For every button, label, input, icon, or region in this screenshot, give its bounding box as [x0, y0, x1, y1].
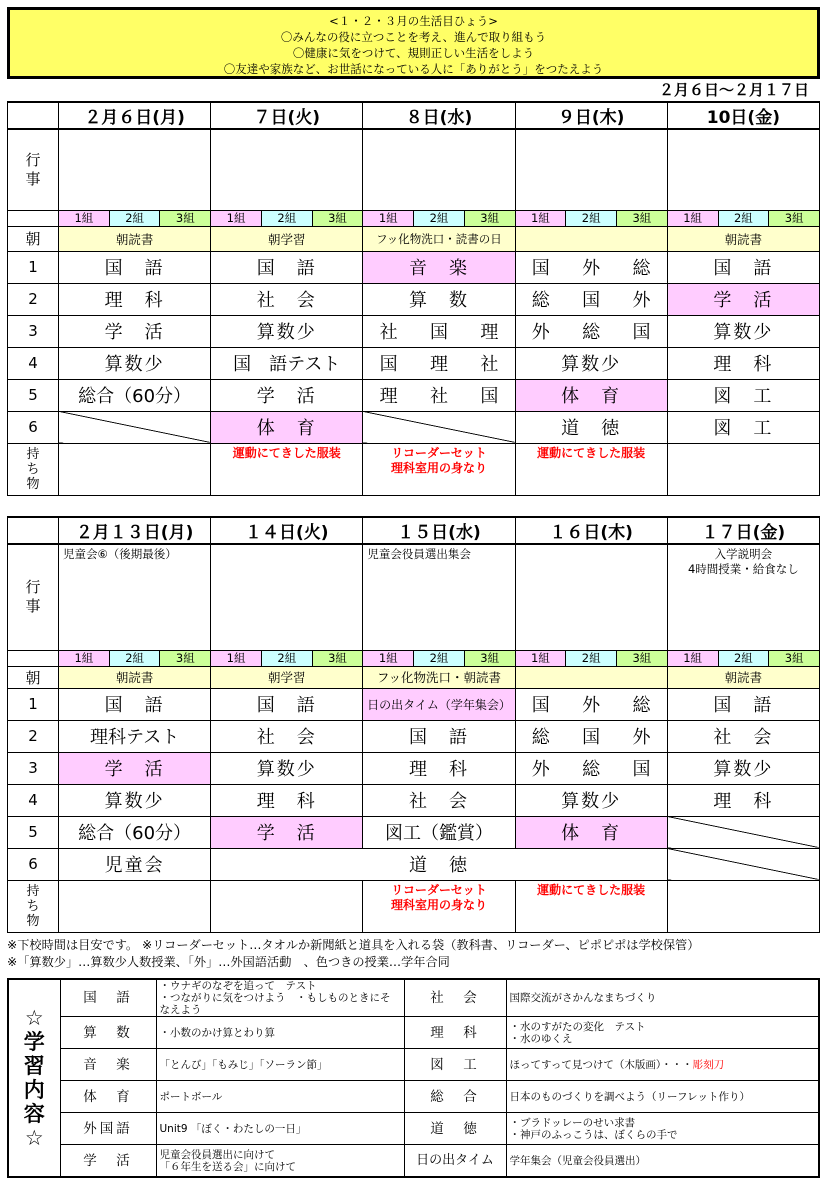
class-cell: 学 活 [59, 752, 211, 784]
class-cell: 理 科 [59, 283, 211, 315]
morning-cell [515, 226, 667, 251]
day-header: １５日(水) [363, 517, 515, 544]
event-cell [211, 129, 363, 210]
class-labels: 1組 2組 3組 [668, 651, 819, 666]
subject-name: 算 数 [60, 1017, 156, 1049]
class-cell: 体 育 [211, 411, 363, 443]
period-label: 4 [8, 347, 59, 379]
class-cell: 社 会 [363, 784, 515, 816]
class-cell: 道 徳 [515, 411, 667, 443]
class-cell: 国 語 [667, 251, 819, 283]
subject-name: 総 合 [404, 1081, 506, 1113]
event-cell [363, 129, 515, 210]
items-cell: リコーダーセット 理科室用の身なり [363, 880, 515, 932]
morning-cell: 朝学習 [211, 226, 363, 251]
subject-content: 国際交流がさかんなまちづくり [506, 979, 819, 1017]
subject-content: 日本のものづくりを調べよう（リーフレット作り） [506, 1081, 819, 1113]
class-labels: 1組 2組 3組 [516, 651, 667, 666]
items-cell: リコーダーセット 理科室用の身なり [363, 443, 515, 495]
subject-content: 児童会役員選出に向けて 「６年生を送る会」に向けて [156, 1145, 404, 1178]
class-labels: 1組 2組 3組 [211, 211, 362, 226]
morning-cell [515, 666, 667, 688]
subject-content: 「とんび」「もみじ」「ソーラン節」 [156, 1049, 404, 1081]
period-label: 2 [8, 720, 59, 752]
date-range: ２月６日～２月１７日 [658, 81, 809, 99]
class-cell-split: 理 社 国 [363, 379, 515, 411]
event-cell [515, 129, 667, 210]
event-cell: 児童会⑥（後期最後） [59, 544, 211, 650]
goal-line: 〇健康に気をつけて、規則正しい生活をしよう [292, 46, 535, 60]
class-cell: 図 工 [667, 379, 819, 411]
class-labels: 1組 2組 3組 [363, 651, 514, 666]
items-cell [211, 880, 363, 932]
class-cell: 社 会 [667, 720, 819, 752]
note-line: ※「算数少」…算数少人数授業、「外」…外国語活動 、色つきの授業…学年合同 [7, 955, 450, 969]
class-cell: 国 語 [363, 720, 515, 752]
class-cell: 体 育 [515, 379, 667, 411]
class-cell-split: 総 国 外 [515, 720, 667, 752]
event-label: 行 事 [8, 544, 59, 650]
event-cell [59, 129, 211, 210]
class-cell: 児童会 [59, 848, 211, 880]
period-label: 3 [8, 752, 59, 784]
week1-timetable [7, 101, 820, 496]
no-class-cell [667, 848, 819, 880]
morning-label: 朝 [8, 666, 59, 688]
day-header: ２月１３日(月) [59, 517, 211, 544]
class-cell: 総合（60分） [59, 379, 211, 411]
class-cell: 国 語 [211, 688, 363, 720]
class-labels: 1組 2組 3組 [59, 651, 210, 666]
subject-name: 理 科 [404, 1017, 506, 1049]
goals-title: <１・２・３月の生活目ひょう> [329, 14, 498, 28]
class-cell: 算 数 [363, 283, 515, 315]
items-cell [667, 443, 819, 495]
no-class-cell [363, 411, 515, 443]
subject-name: 体 育 [60, 1081, 156, 1113]
class-cell: 総合（60分） [59, 816, 211, 848]
day-header: ８日(水) [363, 102, 515, 129]
class-cell: 理 科 [667, 347, 819, 379]
subject-content: ほってすって見つけて（木版画）・・・彫刻刀 [506, 1049, 819, 1081]
period-label: 2 [8, 283, 59, 315]
subject-name: 音 楽 [60, 1049, 156, 1081]
class-cell-split: 国 外 総 [515, 251, 667, 283]
event-cell [667, 129, 819, 210]
class-cell: 理 科 [667, 784, 819, 816]
period-label: 1 [8, 251, 59, 283]
class-cell: 理 科 [363, 752, 515, 784]
class-cell-split: 国 外 総 [515, 688, 667, 720]
class-cell: 学 活 [667, 283, 819, 315]
class-cell: 算数少 [59, 784, 211, 816]
class-cell-split: 国 理 社 [363, 347, 515, 379]
day-header: ２月６日(月) [59, 102, 211, 129]
subject-name: 社 会 [404, 979, 506, 1017]
study-content-table [7, 978, 820, 1178]
subject-name: 図 工 [404, 1049, 506, 1081]
event-cell [211, 544, 363, 650]
class-cell: 算数少 [667, 752, 819, 784]
goal-line: 〇みんなの役に立つことを考え、進んで取り組もう [280, 30, 547, 44]
items-cell: 運動にてきした服装 [515, 443, 667, 495]
items-cell [59, 880, 211, 932]
subject-content: ・ウナギのなぞを追って テスト ・つながりに気をつけよう ・もしものときにそなえよう [156, 979, 404, 1017]
class-cell: 算数少 [667, 315, 819, 347]
class-cell: 道 徳 [211, 848, 668, 880]
period-label: 1 [8, 688, 59, 720]
period-label: 5 [8, 379, 59, 411]
class-cell: 算数少 [211, 315, 363, 347]
period-label: 6 [8, 848, 59, 880]
class-cell: 社 会 [211, 283, 363, 315]
class-cell: 国 語 [59, 251, 211, 283]
items-label: 持 ち 物 [8, 443, 59, 495]
day-header: ７日(火) [211, 102, 363, 129]
life-goals-box [7, 7, 820, 79]
no-class-cell [59, 411, 211, 443]
class-cell: 国 語テスト [211, 347, 363, 379]
subject-name: 国 語 [60, 979, 156, 1017]
class-cell: 学 活 [59, 315, 211, 347]
morning-cell: 朝読書 [59, 226, 211, 251]
morning-cell: 朝読書 [667, 226, 819, 251]
red-note: 彫刻刀 [692, 1058, 725, 1071]
class-cell: 図 工 [667, 411, 819, 443]
day-header: １６日(木) [515, 517, 667, 544]
period-label: 6 [8, 411, 59, 443]
period-label: 5 [8, 816, 59, 848]
subject-name: 外国語 [60, 1113, 156, 1145]
class-row [8, 650, 820, 666]
class-row [8, 210, 820, 226]
morning-cell: フッ化物洗口・朝読書 [363, 666, 515, 688]
day-header: １７日(金) [667, 517, 819, 544]
class-cell-split: 外 総 国 [515, 315, 667, 347]
items-label: 持 ち 物 [8, 880, 59, 932]
class-cell: 音 楽 [363, 251, 515, 283]
morning-cell: フッ化物洗口・読書の日 [363, 226, 515, 251]
note-line: ※下校時間は目安です。 ※リコーダーセット…タオルか新聞紙と道具を入れる袋（教科書、リコーダー、ピポピポは学校保管） [7, 938, 700, 952]
notes [7, 937, 699, 971]
class-cell: 算数少 [59, 347, 211, 379]
day-header: 10日(金) [667, 102, 819, 129]
class-cell: 算数少 [515, 347, 667, 379]
items-cell: 運動にてきした服装 [515, 880, 667, 932]
class-cell: 国 語 [59, 688, 211, 720]
subject-content: ・小数のかけ算とわり算 [156, 1017, 404, 1049]
class-cell: 算数少 [515, 784, 667, 816]
morning-cell: 朝読書 [667, 666, 819, 688]
class-cell: 理 科 [211, 784, 363, 816]
class-cell: 日の出タイム（学年集会） [363, 688, 515, 720]
class-cell: 社 会 [211, 720, 363, 752]
class-cell-split: 社 国 理 [363, 315, 515, 347]
subject-content: 学年集会（児童会役員選出） [506, 1145, 819, 1178]
subject-name: 学 活 [60, 1145, 156, 1178]
subject-name: 日の出タイム [404, 1145, 506, 1178]
event-cell: 入学説明会 4時間授業・給食なし [667, 544, 819, 650]
class-labels: 1組 2組 3組 [363, 211, 514, 226]
subject-content: ・ブラドッレーのせい求書 ・神戸のふっこうは、ぼくらの手で [506, 1113, 819, 1145]
class-cell: 学 活 [211, 379, 363, 411]
morning-label: 朝 [8, 226, 59, 251]
items-cell [59, 443, 211, 495]
class-labels: 1組 2組 3組 [516, 211, 667, 226]
event-cell [515, 544, 667, 650]
subject-name: 道 徳 [404, 1113, 506, 1145]
class-labels: 1組 2組 3組 [211, 651, 362, 666]
period-label: 3 [8, 315, 59, 347]
week2-timetable [7, 516, 820, 933]
day-header: １４日(火) [211, 517, 363, 544]
subject-content: Unit9 「ぼく・わたしの一日」 [156, 1113, 404, 1145]
class-cell: 国 語 [667, 688, 819, 720]
event-cell: 児童会役員選出集会 [363, 544, 515, 650]
goal-line: 〇友達や家族など、お世話になっている人に「ありがとう」をつたえよう [223, 62, 604, 76]
items-cell [667, 880, 819, 932]
class-cell: 理科テスト [59, 720, 211, 752]
subject-content: ・水のすがたの変化 テスト ・水のゆくえ [506, 1017, 819, 1049]
class-labels: 1組 2組 3組 [668, 211, 819, 226]
subject-content: ポートボール [156, 1081, 404, 1113]
class-cell: 国 語 [211, 251, 363, 283]
event-label: 行 事 [8, 129, 59, 210]
class-cell-split: 外 総 国 [515, 752, 667, 784]
morning-cell: 朝読書 [59, 666, 211, 688]
study-side-label: ☆ 学 習 内 容 ☆ [8, 979, 60, 1177]
class-cell: 図工（鑑賞） [363, 816, 515, 848]
class-cell-split: 総 国 外 [515, 283, 667, 315]
class-cell: 学 活 [211, 816, 363, 848]
no-class-cell [667, 816, 819, 848]
day-header: ９日(木) [515, 102, 667, 129]
class-cell: 算数少 [211, 752, 363, 784]
class-cell: 体 育 [515, 816, 667, 848]
items-cell: 運動にてきした服装 [211, 443, 363, 495]
morning-cell: 朝学習 [211, 666, 363, 688]
period-label: 4 [8, 784, 59, 816]
class-labels: 1組 2組 3組 [59, 211, 210, 226]
